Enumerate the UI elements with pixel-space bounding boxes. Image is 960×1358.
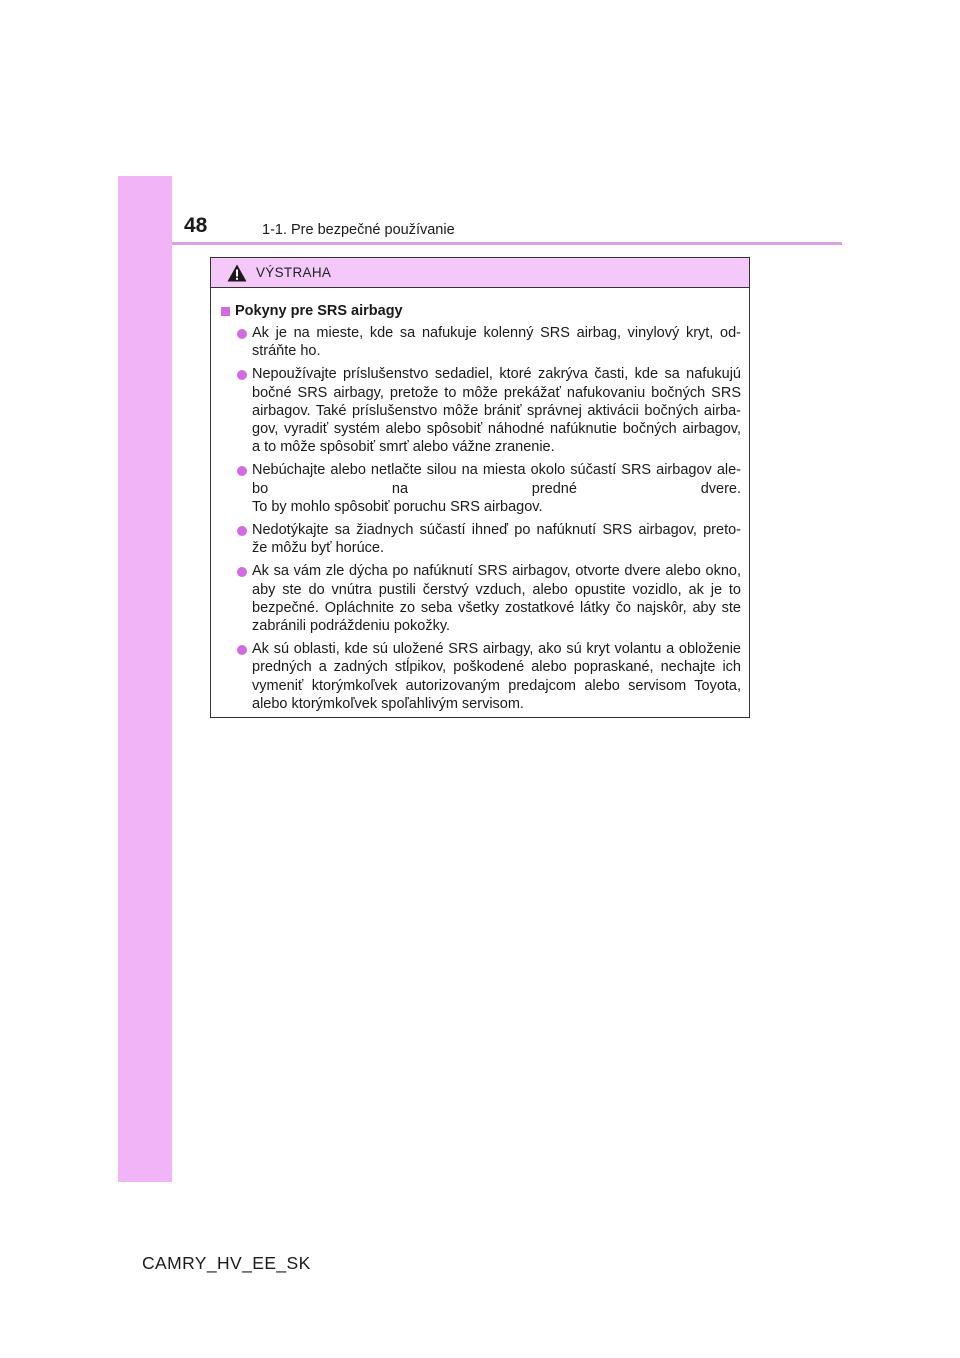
warning-body: [211, 288, 749, 713]
round-bullet-icon: [237, 645, 247, 655]
text-line: bočné SRS airbagy, pretože to môže prekážať nafukovaniu bočných SRS: [252, 384, 741, 401]
subheading-text: Pokyny pre SRS airbagy: [235, 303, 403, 319]
text-line: To by mohlo spôsobiť poruchu SRS airbagov.: [252, 498, 543, 515]
text-line: Nepoužívajte príslušenstvo sedadiel, ktoré zakrýva časti, kde sa nafukujú: [252, 366, 741, 383]
text-line: stráňte ho.: [252, 343, 321, 360]
list-item: [221, 365, 741, 456]
text-line: gov, vyradiť systém alebo spôsobiť náhodné nafúknutie bočných airbagov,: [252, 421, 741, 438]
text-line: predných a zadných stĺpikov, poškodené alebo popraskané, nechajte ich: [252, 659, 741, 676]
round-bullet-icon: [237, 567, 247, 577]
text-line: bezpečné. Opláchnite zo seba všetky zostatkové látky čo najskôr, aby ste: [252, 599, 741, 616]
round-bullet-icon: [237, 329, 247, 339]
round-bullet-icon: [237, 526, 247, 536]
page-number: 48: [184, 214, 208, 237]
text-line: alebo ktorýmkoľvek spoľahlivým servisom.: [252, 695, 524, 712]
warning-box: [210, 257, 750, 718]
list-item: [221, 521, 741, 557]
text-line: Nedotýkajte sa žiadnych súčastí ihneď po nafúknutí SRS airbagov, preto-: [252, 522, 741, 539]
text-line: zabránili podráždeniu pokožky.: [252, 618, 451, 635]
section-title: 1-1. Pre bezpečné používanie: [262, 222, 455, 238]
warning-items-list: [221, 324, 741, 713]
text-line: airbagov. Také príslušenstvo môže brániť správnej aktivácii bočných airba-: [252, 402, 741, 419]
text-line: Nebúchajte alebo netlačte silou na miesta okolo súčastí SRS airbagov ale-: [252, 462, 741, 479]
text-line: Ak sú oblasti, kde sú uložené SRS airbagy, ako sú kryt volantu a obloženie: [252, 641, 741, 658]
document-code: CAMRY_HV_EE_SK: [142, 1253, 311, 1273]
list-item-text: [252, 461, 741, 516]
text-line: aby ste do vnútra pustili čerstvý vzduch, alebo opustite vozidlo, ak je to: [252, 581, 741, 598]
list-item-text: [252, 324, 741, 360]
square-bullet-icon: [221, 307, 230, 316]
text-line: vymeniť ktorýmkoľvek autorizovaným predajcom alebo servisom Toyota,: [252, 677, 741, 694]
list-item: [221, 461, 741, 516]
list-item-text: [252, 365, 741, 456]
round-bullet-icon: [237, 466, 247, 476]
header-divider: [172, 242, 842, 245]
warning-header: [211, 258, 749, 288]
warning-triangle-icon: [227, 264, 247, 282]
list-item: [221, 324, 741, 360]
list-item-text: [252, 521, 741, 557]
warning-title: VÝSTRAHA: [256, 265, 332, 280]
round-bullet-icon: [237, 370, 247, 380]
text-line: že môžu byť horúce.: [252, 540, 384, 557]
list-item-text: [252, 562, 741, 635]
list-item-text: [252, 640, 741, 713]
text-line: Ak sa vám zle dýcha po nafúknutí SRS airbagov, otvorte dvere alebo okno,: [252, 563, 741, 580]
text-line: bo na predné dvere.: [252, 480, 741, 497]
list-item: [221, 562, 741, 635]
text-line: Ak je na mieste, kde sa nafukuje kolenný SRS airbag, vinylový kryt, od-: [252, 325, 741, 341]
text-line: a to môže spôsobiť smrť alebo vážne zranenie.: [252, 439, 555, 456]
list-item: [221, 640, 741, 713]
warning-subheading: [221, 301, 741, 321]
chapter-side-band: [118, 176, 172, 1182]
